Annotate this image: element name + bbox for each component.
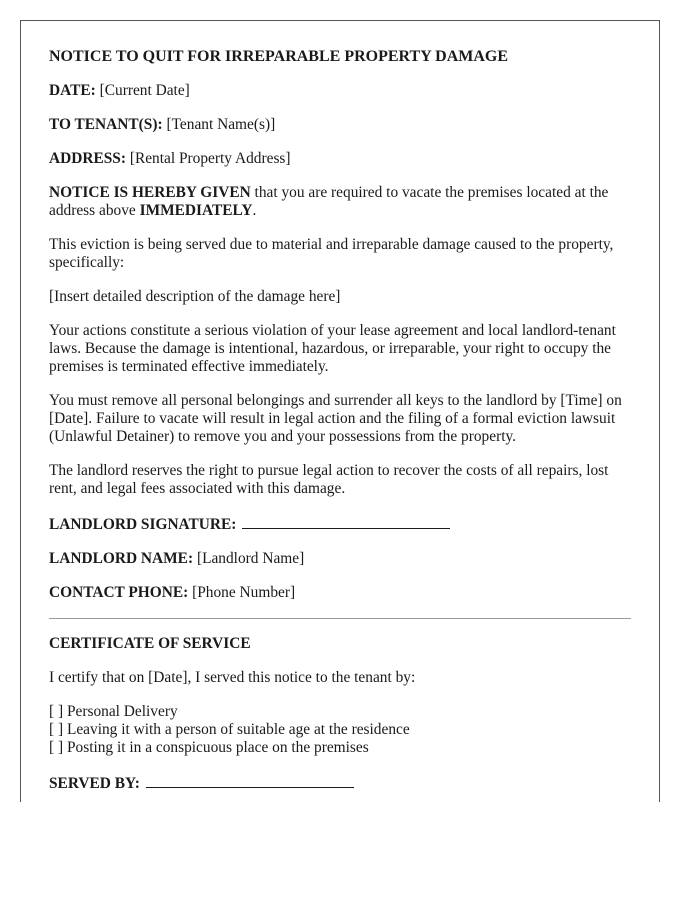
damage-description-placeholder: [Insert detailed description of the damage here] bbox=[49, 288, 341, 305]
notice-body-text: that you are required to vacate the premises located at the address above bbox=[49, 184, 609, 219]
notice-bold-lead: NOTICE IS HEREBY GIVEN bbox=[49, 184, 251, 201]
date-line bbox=[49, 82, 631, 100]
removal-paragraph: You must remove all personal belongings and surrender all keys to the landlord by [Time] on [Date]. Failure to vacate will result in legal action and the filing of a formal eviction lawsuit (Unlawful Detainer) to remove you and your possessions from the property. bbox=[49, 392, 622, 445]
tenant-value: [Tenant Name(s)] bbox=[166, 116, 276, 133]
contact-phone-line bbox=[49, 584, 631, 602]
served-by-line bbox=[49, 773, 631, 793]
address-label: ADDRESS: bbox=[49, 150, 126, 167]
signature-label: LANDLORD SIGNATURE: bbox=[49, 516, 237, 533]
contact-phone-value: [Phone Number] bbox=[192, 584, 296, 601]
notice-period: . bbox=[252, 202, 257, 219]
eviction-reason-paragraph: This eviction is being served due to material and irreparable damage caused to the property, specifically: bbox=[49, 236, 614, 271]
contact-phone-label: CONTACT PHONE: bbox=[49, 584, 189, 601]
served-by-blank[interactable] bbox=[146, 773, 354, 788]
landlord-name-line bbox=[49, 550, 631, 568]
service-option-posting[interactable]: [ ] Posting it in a conspicuous place on the premises bbox=[49, 739, 369, 756]
landlord-name-label: LANDLORD NAME: bbox=[49, 550, 194, 567]
address-line bbox=[49, 150, 631, 168]
service-method-list bbox=[49, 703, 631, 757]
document-title: NOTICE TO QUIT FOR IRREPARABLE PROPERTY DAMAGE bbox=[49, 48, 509, 65]
landlord-name-value: [Landlord Name] bbox=[196, 550, 305, 567]
reserves-rights-paragraph: The landlord reserves the right to pursue legal action to recover the costs of all repairs, lost rent, and legal fees associated with this damage. bbox=[49, 462, 609, 497]
violation-paragraph: Your actions constitute a serious violation of your lease agreement and local landlord-tenant laws. Because the damage is intentional, hazardous, or irreparable, your right to occupy the premises is terminated effective immediately. bbox=[49, 322, 616, 375]
address-value: [Rental Property Address] bbox=[129, 150, 291, 167]
signature-line bbox=[49, 514, 631, 534]
signature-blank[interactable] bbox=[242, 514, 450, 529]
section-divider bbox=[49, 618, 631, 619]
tenant-line bbox=[49, 116, 631, 134]
service-option-personal-delivery[interactable]: [ ] Personal Delivery bbox=[49, 703, 178, 720]
date-label: DATE: bbox=[49, 82, 96, 99]
date-value: [Current Date] bbox=[99, 82, 190, 99]
certificate-heading: CERTIFICATE OF SERVICE bbox=[49, 635, 251, 652]
service-option-suitable-person[interactable]: [ ] Leaving it with a person of suitable age at the residence bbox=[49, 721, 410, 738]
served-by-label: SERVED BY: bbox=[49, 775, 140, 792]
certify-statement: I certify that on [Date], I served this notice to the tenant by: bbox=[49, 669, 416, 686]
notice-document bbox=[20, 20, 660, 802]
tenant-label: TO TENANT(S): bbox=[49, 116, 163, 133]
notice-immediately: IMMEDIATELY bbox=[139, 202, 253, 219]
notice-paragraph bbox=[49, 184, 631, 220]
